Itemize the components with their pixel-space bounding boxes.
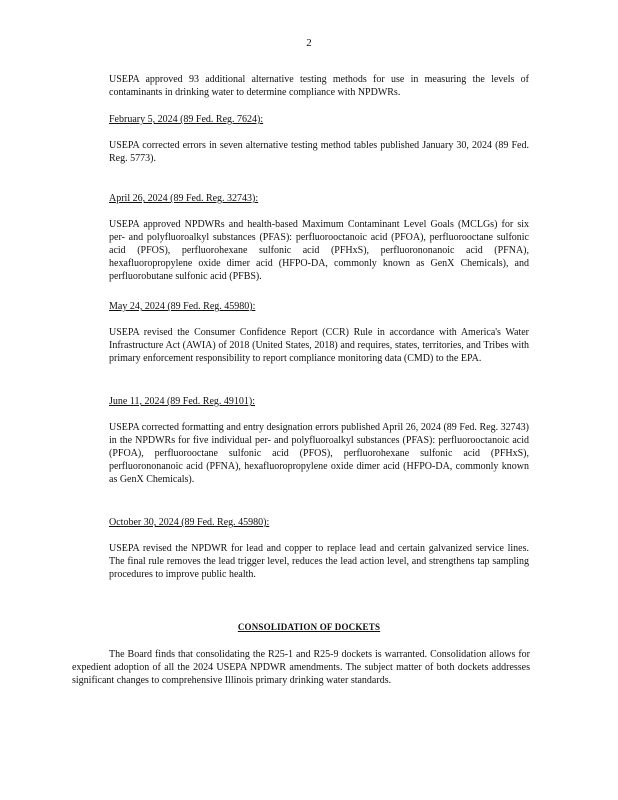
consolidation-heading: CONSOLIDATION OF DOCKETS bbox=[237, 622, 381, 632]
entry-text-apr-26-2024: USEPA approved NPDWRs and health-based Maximum Contaminant Level Goals (MCLGs) for six per- and polyfluoroalkyl substances (PFAS): perfluorooctanoic acid (PFOA), perfluorooctane sulfonic acid (PFOS), perfluorohexane sulfonic acid (PFHxS), perfluorononanoic acid (PFNA), hexafluoropropylene oxide dimer acid (HFPO-DA, commonly known as GenX Chemicals), and perfluorobutane sulfonic acid (PFBS). bbox=[109, 219, 529, 282]
consolidation-paragraph: The Board finds that consolidating the R25-1 and R25-9 dockets is warranted. Consolidation allows for expedient adoption of all the 2024 USEPA NPDWR amendments. The subject matter of both dockets addresses significant changes to comprehensive Illinois primary drinking water standards. bbox=[72, 649, 530, 686]
entry-heading-jun-11-2024: June 11, 2024 (89 Fed. Reg. 49101): bbox=[109, 396, 256, 407]
entry-text-feb-5-2024: USEPA corrected errors in seven alternative testing method tables published January 30, 2024 (89 Fed. Reg. 5773). bbox=[109, 140, 529, 164]
entry-heading-may-24-2024: May 24, 2024 (89 Fed. Reg. 45980): bbox=[109, 301, 256, 312]
entry-heading-apr-26-2024: April 26, 2024 (89 Fed. Reg. 32743): bbox=[109, 193, 259, 204]
entry-text-may-24-2024: USEPA revised the Consumer Confidence Report (CCR) Rule in accordance with America's Water Infrastructure Act (AWIA) of 2018 (United States, 2018) and requires, states, territories, and Tribes with primary enforcement responsibility to report compliance monitoring data (CMD) to the EPA. bbox=[109, 327, 529, 364]
entry-heading-oct-30-2024: October 30, 2024 (89 Fed. Reg. 45980): bbox=[109, 517, 270, 528]
page-number: 2 bbox=[306, 37, 312, 49]
entry-text-jun-11-2024: USEPA corrected formatting and entry designation errors published April 26, 2024 (89 Fed. Reg. 32743) in the NPDWRs for five individual per- and polyfluoroalkyl substances (PFAS): perfluorooctanoic acid (PFOA), perfluorooctane sulfonic acid (PFOS), perfluorohexane sulfonic acid (PFHxS), perfluorononanoic acid (PFNA), hexafluoropropylene oxide dimer acid (HFPO-DA, commonly known as GenX Chemicals). bbox=[109, 422, 529, 485]
entry-heading-feb-5-2024: February 5, 2024 (89 Fed. Reg. 7624): bbox=[109, 114, 264, 125]
intro-paragraph: USEPA approved 93 additional alternative testing methods for use in measuring the levels of contaminants in drinking water to determine compliance with NPDWRs. bbox=[109, 74, 529, 98]
entry-text-oct-30-2024: USEPA revised the NPDWR for lead and copper to replace lead and certain galvanized service lines. The final rule removes the lead trigger level, reduces the lead action level, and strengthens tap sampling procedures to improve public health. bbox=[109, 543, 529, 580]
